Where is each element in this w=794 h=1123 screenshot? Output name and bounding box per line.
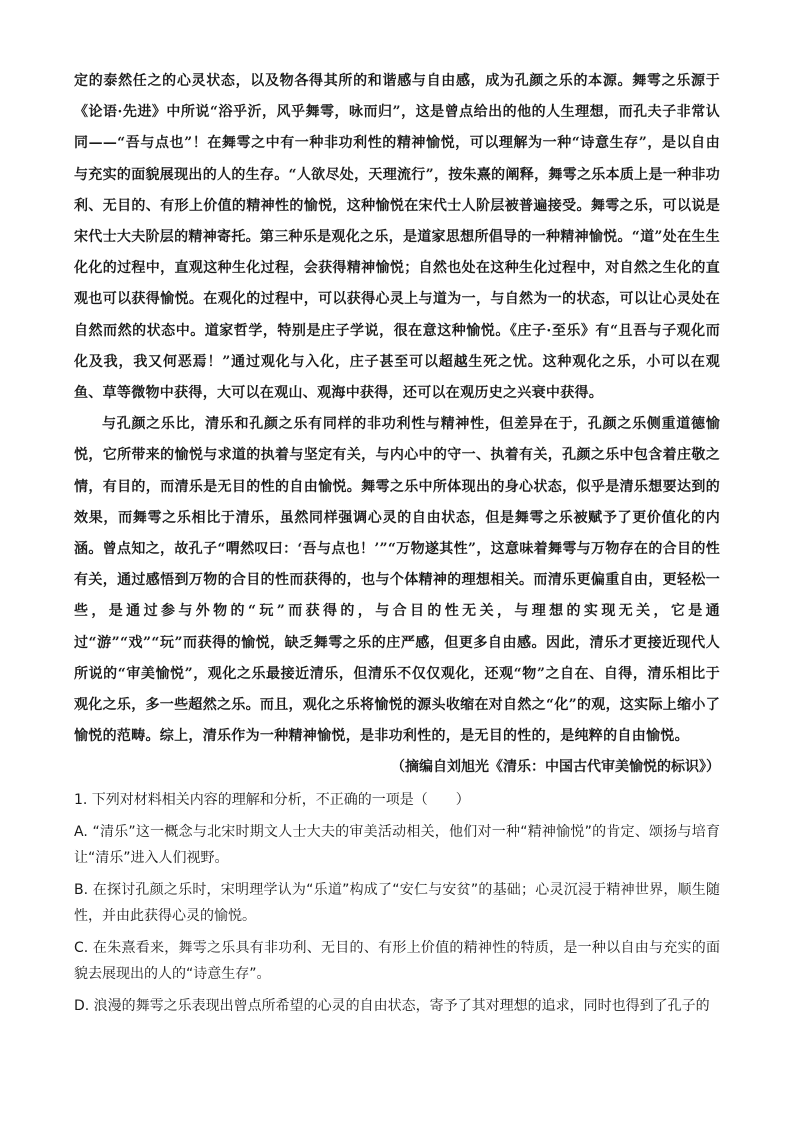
question-stem: 1. 下列对材料相关内容的理解和分析，不正确的一项是（ ）: [74, 792, 470, 809]
passage-source: （摘编自刘旭光《清乐：中国古代审美愉悦的标识》）: [391, 759, 720, 776]
passage-paragraph-2: 与孔颜之乐比，清乐和孔颜之乐有同样的非功利性与精神性，但差异在于，孔颜之乐侧重道德愉悦，它所带来的愉悦与求道的执着与坚定有关，与内心中的守一、执着有关，孔颜之乐中包含着庄敬之情，有目的，而清乐是无目的性的自由愉悦。舞雩之乐中所体现出的身心状态，似乎是清乐想要达到的效果，而舞雩之乐相比于清乐，虽然同样强调心灵的自由状态，但是舞雩之乐被赋予了更价值化的内涵。曾点知之，故孔子“喟然叹曰：‘吾与点也！’”“万物遂其性”，这意味着舞雩与万物存在的合目的性有关，通过感悟到万物的合目的性而获得的，也与个体精神的理想相关。而清乐更偏重自由，更轻松一些，是通过参与外物的“玩”而获得的，与合目的性无关，与理想的实现无关，它是通过“游”“戏”“玩”而获得的愉悦，缺乏舞雩之乐的庄严感，但更多自由感。因此，清乐才更接近现代人所说的“审美愉悦”，观化之乐最接近清乐，但清乐不仅仅观化，还观“物”之自在、自得，清乐相比于观化之乐，多一些超然之乐。而且，观化之乐将愉悦的源头收缩在对自然之“化”的观，这实际上缩小了愉悦的范畴。综上，清乐作为一种精神愉悦，是非功利性的，是无目的性的，是纯粹的自由愉悦。: [74, 416, 720, 745]
option-b: B. 在探讨孔颜之乐时，宋明理学认为“乐道”构成了“安仁与安贫”的基础；心灵沉浸于精神世界，顺生随性，并由此获得心灵的愉悦。: [74, 882, 720, 925]
option-a: A. “清乐”这一概念与北宋时期文人士大夫的审美活动相关，他们对一种“精神愉悦”的肯定、颂扬与培育让“清乐”进入人们视野。: [74, 824, 720, 867]
document-page: [74, 66, 720, 1019]
option-d: D. 浪漫的舞雩之乐表现出曾点所希望的心灵的自由状态，寄予了其对理想的追求，同时也得到了孔子的: [74, 998, 710, 1015]
passage-paragraph-1: 定的泰然任之的心灵状态，以及物各得其所的和谐感与自由感，成为孔颜之乐的本源。舞雩之乐源于《论语·先进》中所说“浴乎沂，风乎舞雩，咏而归”，这是曾点给出的他的人生理想，而孔夫子非常认同——“吾与点也”！在舞雩之中有一种非功利性的精神愉悦，可以理解为一种“诗意生存”，是以自由与充实的面貌展现出的人的生存。“人欲尽处，天理流行”，按朱熹的阐释，舞雩之乐本质上是一种非功利、无目的、有形上价值的精神性的愉悦，这种愉悦在宋代士人阶层被普遍接受。舞雩之乐，可以说是宋代士大夫阶层的精神寄托。第三种乐是观化之乐，是道家思想所倡导的一种精神愉悦。“道”处在生生化化的过程中，直观这种生化过程，会获得精神愉悦；自然也处在这种生化过程中，对自然之生化的直观也可以获得愉悦。在观化的过程中，可以获得心灵上与道为一，与自然为一的状态，可以让心灵处在自然而然的状态中。道家哲学，特别是庄子学说，很在意这种愉悦。《庄子·至乐》有“且吾与子观化而化及我，我又何恶焉！”通过观化与入化，庄子甚至可以超越生死之忧。这种观化之乐，小可以在观鱼、草等微物中获得，大可以在观山、观海中获得，还可以在观历史之兴衰中获得。: [74, 73, 720, 402]
option-c: C. 在朱熹看来，舞雩之乐具有非功利、无目的、有形上价值的精神性的特质，是一种以自由与充实的面貌去展现出的人的“诗意生存”。: [74, 940, 720, 983]
